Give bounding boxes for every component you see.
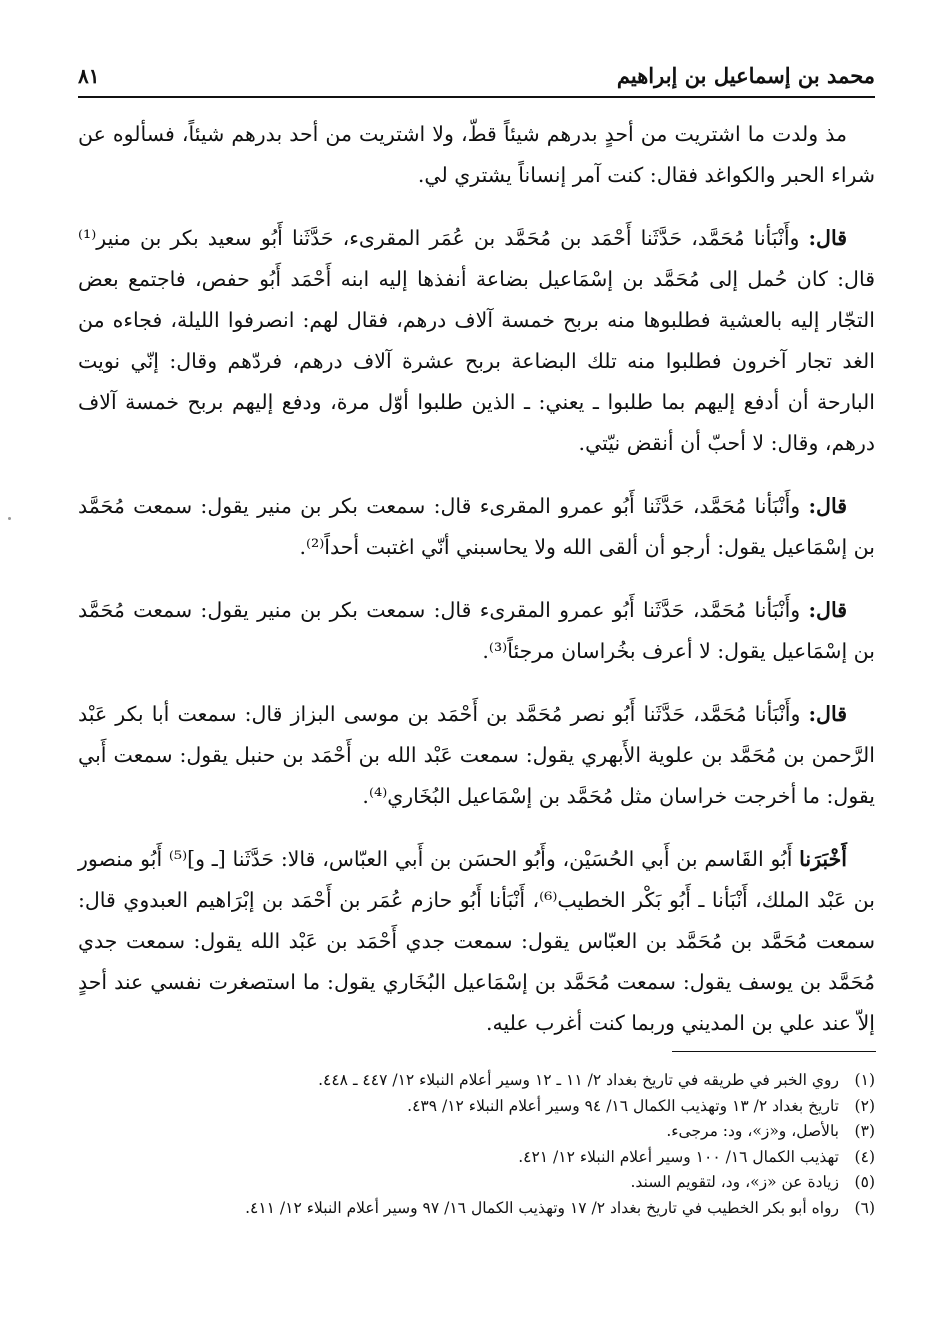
scan-speck xyxy=(8,517,11,520)
paragraph xyxy=(78,694,875,817)
paragraph-text: وأَنْبَأنا مُحَمَّد، حَدَّثَنا أَبُو عمرو المقرىء قال: سمعت بكر بن منير يقول: سمعت مُحَمَّد بن إسْمَاعيل يقول: لا أعرف بخُراسان مرجئاً⁽³⁾. xyxy=(78,598,875,663)
footnote xyxy=(150,1119,875,1145)
paragraph-text: مذ ولدت ما اشتريت من أحدٍ بدرهم شيئاً قطّ، ولا اشتريت من أحد بدرهم شيئاً، فسألوه عن شراء الحبر والكواغد فقال: كنت آمر إنساناً يشتري لي. xyxy=(78,122,875,187)
footnote xyxy=(150,1094,875,1120)
footnotes xyxy=(150,1068,875,1221)
paragraph xyxy=(78,114,875,196)
footnote xyxy=(150,1145,875,1171)
footnote-number: (١) xyxy=(854,1071,875,1089)
paragraph-text: وأَنْبَأنا مُحَمَّد، حَدَّثَنا أَبُو نصر مُحَمَّد بن أَحْمَد بن موسى البزاز قال: سمعت أبا بكر عَبْد الرَّحمن بن مُحَمَّد بن علوية الأَبهري يقول: سمعت عَبْد الله بن أَحْمَد بن حنبل يقول: سمعت أَبي يقول: ما أخرجت خراسان مثل مُحَمَّد بن إسْمَاعيل البُخَاري⁽⁴⁾. xyxy=(78,702,875,808)
footnote xyxy=(150,1068,875,1094)
footnote-number: (٣) xyxy=(854,1122,875,1140)
footnote-text: روي الخبر في طريقه في تاريخ بغداد ٢/ ١١ ـ ١٢ وسير أعلام النبلاء ١٢/ ٤٤٧ ـ ٤٤٨. xyxy=(318,1071,839,1089)
footnote-number: (٥) xyxy=(854,1173,875,1191)
paragraph-lead: قال: xyxy=(808,494,847,518)
paragraph-lead: قال: xyxy=(808,226,847,250)
paragraph xyxy=(78,839,875,1044)
paragraph xyxy=(78,590,875,672)
footnote-separator xyxy=(672,1051,876,1052)
paragraph-lead: قال: xyxy=(808,598,847,622)
footnote-text: زيادة عن «ز»، ود، لتقويم السند. xyxy=(630,1173,839,1191)
footnote xyxy=(150,1170,875,1196)
footnote-text: بالأصل، و«ز»، ود: مرجىء. xyxy=(666,1122,839,1140)
paragraph-lead: أَخْبَرَنا xyxy=(799,847,847,871)
page-header xyxy=(78,56,875,98)
footnote-text: تهذيب الكمال ١٦/ ١٠٠ وسير أعلام النبلاء ١٢/ ٤٢١. xyxy=(518,1147,839,1166)
footnote-number: (٤) xyxy=(854,1147,875,1166)
footnote xyxy=(150,1196,875,1222)
paragraph-text: وأَنْبَأنا مُحَمَّد، حَدَّثَنا أَبُو عمرو المقرىء قال: سمعت بكر بن منير يقول: سمعت مُحَمَّد بن إسْمَاعيل يقول: أرجو أن ألقى الله ولا يحاسبني أنّي اغتبت أحداً⁽²⁾. xyxy=(78,494,875,559)
running-head: محمد بن إسماعيل بن إبراهيم xyxy=(616,63,875,88)
paragraph xyxy=(78,486,875,568)
page-number: ٨١ xyxy=(78,64,100,88)
main-text xyxy=(78,114,875,1066)
footnote-number: (٦) xyxy=(854,1198,875,1217)
footnote-text: تاريخ بغداد ٢/ ١٣ وتهذيب الكمال ١٦/ ٩٤ وسير أعلام النبلاء ١٢/ ٤٣٩. xyxy=(407,1096,839,1115)
paragraph-text: وأَنْبَأنا مُحَمَّد، حَدَّثَنا أَحْمَد بن مُحَمَّد بن عُمَر المقرىء، حَدَّثَنا أَبُو سعيد بكر بن منير⁽¹⁾ قال: كان حُمل إلى مُحَمَّد بن إسْمَاعيل بضاعة أنفذها إليه ابنه أَحْمَد أَبُو حفص، فاجتمع بعض التجّار إليه بالعشية فطلبوها منه بربح خمسة آلاف درهم، فقال لهم: انصرفوا الليلة، فجاءه من الغد تجار آخرون فطلبوا منه تلك البضاعة بربح عشرة آلاف درهم، فردّهم وقال: إنّي نويت البارحة أن أدفع إليهم بما طلبوا ـ يعني: ـ الذين طلبوا أوّل مرة، ودفع إليهم بربح خمسة آلاف درهم، وقال: لا أحبّ أن أنقض نيّتي. xyxy=(78,226,875,455)
paragraph-lead: قال: xyxy=(808,702,847,726)
footnote-number: (٢) xyxy=(854,1096,875,1115)
footnote-text: رواه أبو بكر الخطيب في تاريخ بغداد ٢/ ١٧ وتهذيب الكمال ١٦/ ٩٧ وسير أعلام النبلاء ١٢/ ٤١١. xyxy=(245,1198,839,1217)
paragraph-text: أَبُو القَاسم بن أَبي الحُسَيْن، وأَبُو الحسَن بن أَبي العبّاس، قالا: حَدَّثَنا [ـ و]⁽⁵⁾ أَبُو منصور بن عَبْد الملك، أَنْبَأنا ـ أَبُو بَكْر الخطيب⁽⁶⁾، أَنْبَأنا أَبُو حازم عُمَر بن أَحْمَد بن إبْرَاهيم العبدوي قال: سمعت مُحَمَّد بن مُحَمَّد بن العبّاس يقول: سمعت جدي أَحْمَد بن عَبْد الله يقول: سمعت جدي مُحَمَّد بن يوسف يقول: سمعت مُحَمَّد بن إسْمَاعيل البُخَاري يقول: ما استصغرت نفسي عند أحدٍ إلاّ عند علي بن المديني وربما كنت أغرب عليه. xyxy=(78,847,875,1035)
paragraph xyxy=(78,218,875,464)
